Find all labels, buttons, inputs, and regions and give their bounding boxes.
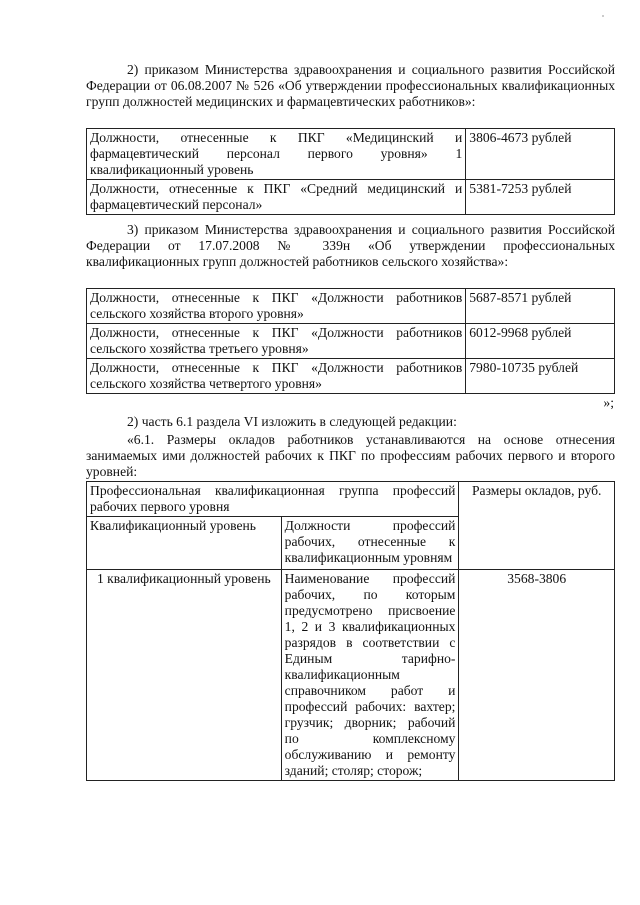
salary-cell: 3568-3806 bbox=[459, 570, 615, 781]
salary-cell: 5381-7253 рублей bbox=[466, 180, 615, 215]
positions-cell: Наименование профессий рабочих, по которым предусмотрено присвоение 1, 2 и 3 квалификационных разрядов в соответствии с Единым тарифно-квалификационным справочником работ и профессий рабочих: вахтер; грузчик; дворник; рабочий по комплексному обслуживанию и ремонту зданий; столяр; сторож; bbox=[281, 570, 459, 781]
agriculture-salary-table bbox=[86, 288, 615, 394]
salary-cell: 3806-4673 рублей bbox=[466, 129, 615, 180]
salary-cell: 7980-10735 рублей bbox=[466, 359, 615, 394]
position-cell: Должности, отнесенные к ПКГ «Должности работников сельского хозяйства второго уровня» bbox=[87, 289, 466, 324]
table-row bbox=[87, 289, 615, 324]
table-row bbox=[87, 180, 615, 215]
position-cell: Должности, отнесенные к ПКГ «Медицинский и фармацевтический персонал первого уровня» 1 квалификационный уровень bbox=[87, 129, 466, 180]
scan-speck bbox=[602, 15, 604, 17]
header-level-cell: Квалификационный уровень bbox=[87, 517, 282, 570]
part2-text: «6.1. Размеры окладов работников устанавливаются на основе отнесения занимаемых ими должностей рабочих к ПКГ по профессиям рабочих первого и второго уровней: bbox=[86, 432, 615, 479]
table-row bbox=[87, 570, 615, 781]
position-cell: Должности, отнесенные к ПКГ «Должности работников сельского хозяйства третьего уровня» bbox=[87, 324, 466, 359]
salary-cell: 5687-8571 рублей bbox=[466, 289, 615, 324]
table-row bbox=[87, 324, 615, 359]
section3-intro: 3) приказом Министерства здравоохранения и социального развития Российской Федерации от 17.07.2008 № 339н «Об утверждении профессиональных квалификационных групп должностей работников сельского хозяйства»: bbox=[86, 222, 615, 269]
table-row bbox=[87, 482, 615, 517]
table-row bbox=[87, 129, 615, 180]
salary-cell: 6012-9968 рублей bbox=[466, 324, 615, 359]
workers-salary-table bbox=[86, 481, 615, 781]
header-group-cell: Профессиональная квалификационная группа профессий рабочих первого уровня bbox=[87, 482, 459, 517]
medical-salary-table bbox=[86, 128, 615, 215]
header-salary-cell: Размеры окладов, руб. bbox=[459, 482, 615, 570]
table-row bbox=[87, 359, 615, 394]
section2-intro: 2) приказом Министерства здравоохранения и социального развития Российской Федерации от 06.08.2007 № 526 «Об утверждении профессиональных квалификационных групп должностей медицинских и фармацевтических работников»: bbox=[86, 62, 615, 109]
level-cell: 1 квалификационный уровень bbox=[87, 570, 282, 781]
position-cell: Должности, отнесенные к ПКГ «Средний медицинский и фармацевтический персонал» bbox=[87, 180, 466, 215]
part2-heading: 2) часть 6.1 раздела VI изложить в следующей редакции: bbox=[127, 414, 457, 429]
position-cell: Должности, отнесенные к ПКГ «Должности работников сельского хозяйства четвертого уровня» bbox=[87, 359, 466, 394]
header-positions-cell: Должности профессий рабочих, отнесенные к квалификационным уровням bbox=[281, 517, 459, 570]
closing-quote: »; bbox=[603, 395, 614, 410]
